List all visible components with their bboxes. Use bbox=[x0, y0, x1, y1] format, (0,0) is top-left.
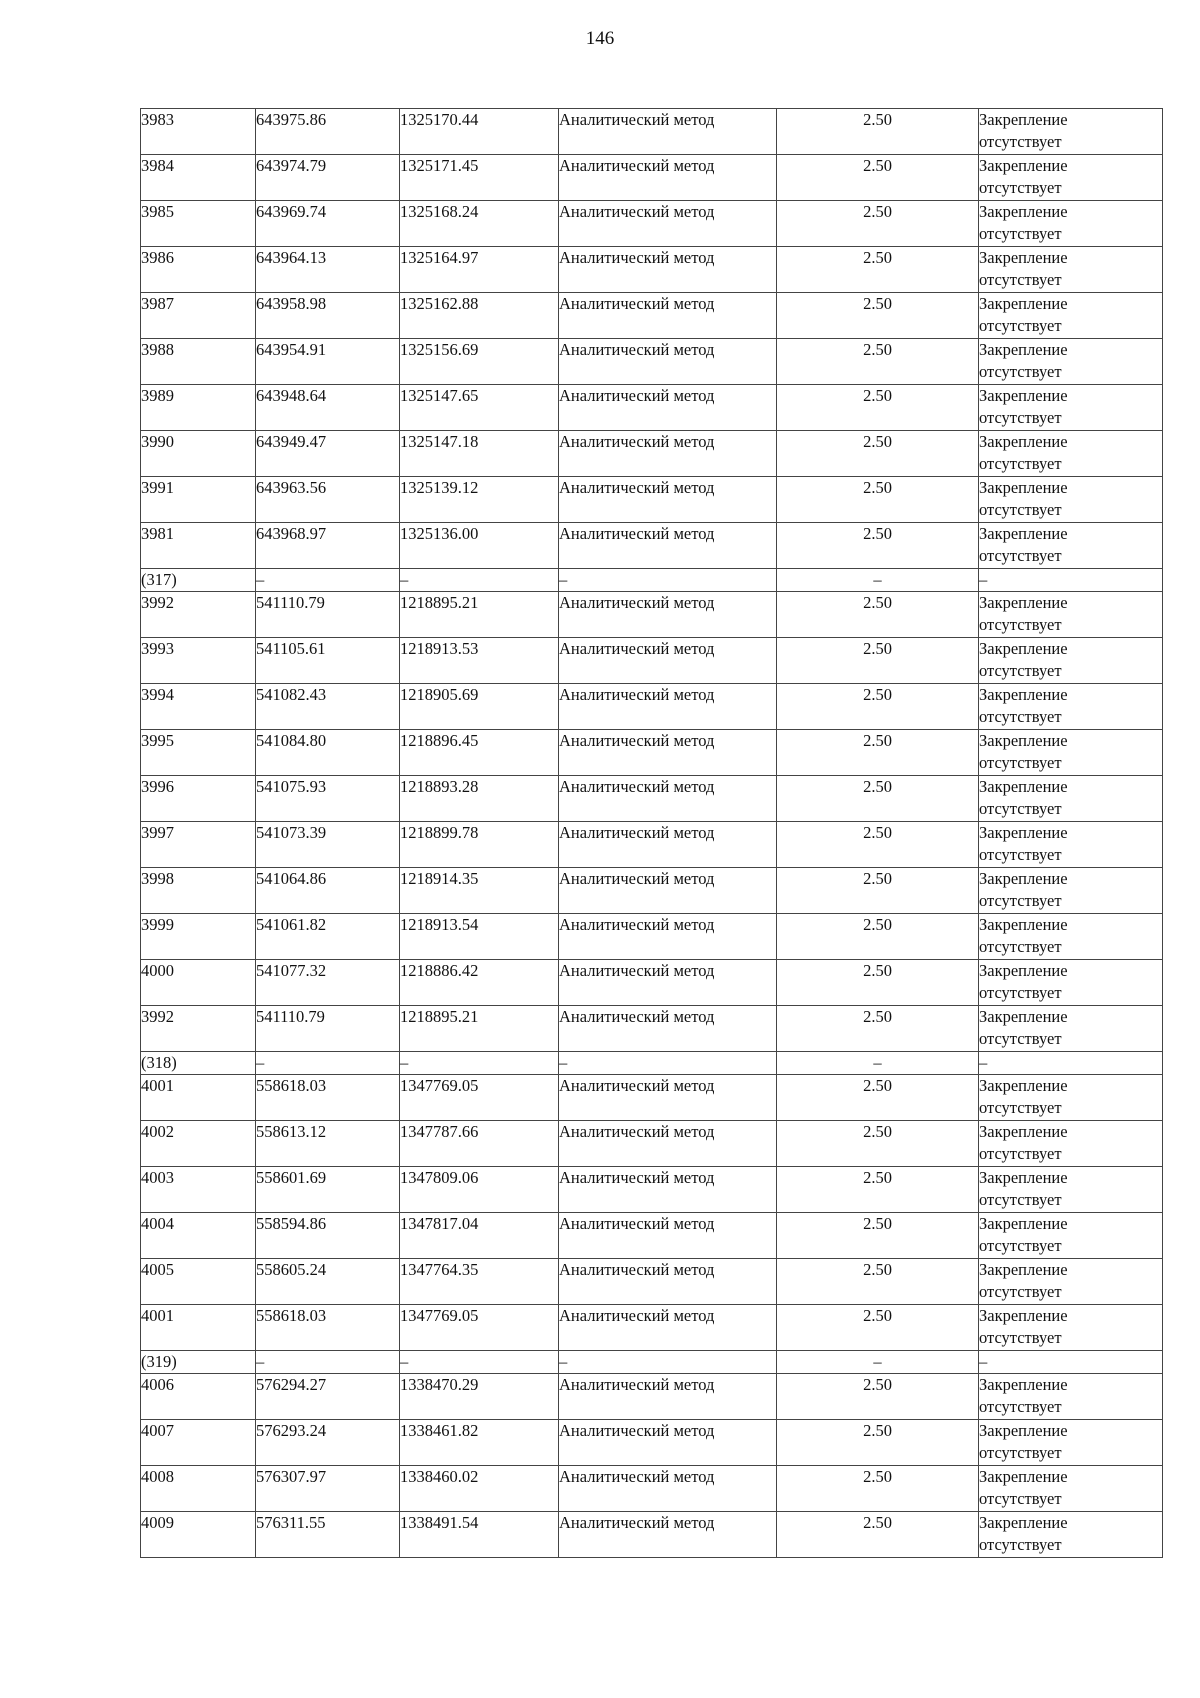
table-row bbox=[141, 293, 1163, 339]
accuracy-cell: 2.50 bbox=[777, 592, 979, 638]
accuracy-cell: 2.50 bbox=[777, 960, 979, 1006]
coordinate-x-cell: 643964.13 bbox=[256, 247, 400, 293]
fixing-text: отсутствует bbox=[979, 707, 1062, 726]
point-number-cell: 3985 bbox=[141, 201, 256, 247]
fixing-text: отсутствует bbox=[979, 845, 1062, 864]
coordinate-y-cell: 1218913.54 bbox=[400, 914, 559, 960]
fixing-cell bbox=[979, 385, 1163, 431]
coordinate-y-cell: 1325139.12 bbox=[400, 477, 559, 523]
coordinate-x-cell: 643968.97 bbox=[256, 523, 400, 569]
fixing-text: Закрепление bbox=[979, 478, 1068, 497]
coordinate-x-cell: 576307.97 bbox=[256, 1466, 400, 1512]
fixing-text: Закрепление bbox=[979, 685, 1068, 704]
coordinate-x-cell: – bbox=[256, 1052, 400, 1075]
fixing-cell bbox=[979, 1259, 1163, 1305]
point-number-cell: 4005 bbox=[141, 1259, 256, 1305]
fixing-text: Закрепление bbox=[979, 1421, 1068, 1440]
fixing-text: отсутствует bbox=[979, 661, 1062, 680]
coordinate-y-cell: – bbox=[400, 569, 559, 592]
coordinate-x-cell: 576294.27 bbox=[256, 1374, 400, 1420]
fixing-text: отсутствует bbox=[979, 1029, 1062, 1048]
fixing-text: отсутствует bbox=[979, 132, 1062, 151]
coordinate-y-cell: 1325147.65 bbox=[400, 385, 559, 431]
fixing-cell bbox=[979, 776, 1163, 822]
accuracy-cell: 2.50 bbox=[777, 1466, 979, 1512]
method-cell: Аналитический метод bbox=[559, 293, 777, 339]
point-number-cell: 4002 bbox=[141, 1121, 256, 1167]
contour-separator-row bbox=[141, 1052, 1163, 1075]
coordinate-x-cell: 576293.24 bbox=[256, 1420, 400, 1466]
coordinate-x-cell: 541061.82 bbox=[256, 914, 400, 960]
fixing-cell bbox=[979, 523, 1163, 569]
coordinate-y-cell: 1325164.97 bbox=[400, 247, 559, 293]
point-number-cell: 3998 bbox=[141, 868, 256, 914]
fixing-text: отсутствует bbox=[979, 891, 1062, 910]
accuracy-cell: 2.50 bbox=[777, 339, 979, 385]
coordinate-y-cell: 1338470.29 bbox=[400, 1374, 559, 1420]
accuracy-cell: 2.50 bbox=[777, 1075, 979, 1121]
point-number-cell: 4007 bbox=[141, 1420, 256, 1466]
fixing-cell bbox=[979, 730, 1163, 776]
fixing-cell bbox=[979, 431, 1163, 477]
fixing-text: отсутствует bbox=[979, 1397, 1062, 1416]
coordinate-x-cell: 576311.55 bbox=[256, 1512, 400, 1558]
fixing-text: отсутствует bbox=[979, 615, 1062, 634]
method-cell: Аналитический метод bbox=[559, 385, 777, 431]
coordinate-y-cell: 1218899.78 bbox=[400, 822, 559, 868]
coordinate-y-cell: 1325162.88 bbox=[400, 293, 559, 339]
coordinate-y-cell: 1347809.06 bbox=[400, 1167, 559, 1213]
fixing-text: отсутствует bbox=[979, 224, 1062, 243]
fixing-cell bbox=[979, 1006, 1163, 1052]
fixing-text: отсутствует bbox=[979, 1443, 1062, 1462]
coordinate-y-cell: 1325168.24 bbox=[400, 201, 559, 247]
fixing-text: Закрепление bbox=[979, 731, 1068, 750]
fixing-text: Закрепление bbox=[979, 110, 1068, 129]
coordinate-y-cell: 1338491.54 bbox=[400, 1512, 559, 1558]
point-number-cell: 3990 bbox=[141, 431, 256, 477]
fixing-cell bbox=[979, 914, 1163, 960]
coordinate-x-cell: 541110.79 bbox=[256, 592, 400, 638]
point-number-cell: 4006 bbox=[141, 1374, 256, 1420]
fixing-cell bbox=[979, 155, 1163, 201]
coordinate-x-cell: 541064.86 bbox=[256, 868, 400, 914]
fixing-text: отсутствует bbox=[979, 316, 1062, 335]
fixing-cell bbox=[979, 569, 1163, 592]
fixing-text: отсутствует bbox=[979, 983, 1062, 1002]
fixing-text: Закрепление bbox=[979, 1007, 1068, 1026]
method-cell: Аналитический метод bbox=[559, 776, 777, 822]
method-cell: Аналитический метод bbox=[559, 684, 777, 730]
fixing-cell bbox=[979, 1213, 1163, 1259]
coordinate-y-cell: 1325171.45 bbox=[400, 155, 559, 201]
point-number-cell: 4000 bbox=[141, 960, 256, 1006]
fixing-cell bbox=[979, 1466, 1163, 1512]
fixing-cell bbox=[979, 638, 1163, 684]
point-number-cell: 3992 bbox=[141, 592, 256, 638]
accuracy-cell: 2.50 bbox=[777, 1121, 979, 1167]
method-cell: Аналитический метод bbox=[559, 1167, 777, 1213]
coordinate-x-cell: 541073.39 bbox=[256, 822, 400, 868]
coordinate-x-cell: 643948.64 bbox=[256, 385, 400, 431]
fixing-cell bbox=[979, 684, 1163, 730]
fixing-cell bbox=[979, 592, 1163, 638]
coordinate-x-cell: 558613.12 bbox=[256, 1121, 400, 1167]
coordinate-y-cell: 1325156.69 bbox=[400, 339, 559, 385]
point-number-cell: 3986 bbox=[141, 247, 256, 293]
accuracy-cell: 2.50 bbox=[777, 684, 979, 730]
fixing-text: Закрепление bbox=[979, 248, 1068, 267]
fixing-text: отсутствует bbox=[979, 546, 1062, 565]
fixing-cell bbox=[979, 1075, 1163, 1121]
point-number-cell: 3983 bbox=[141, 109, 256, 155]
coordinate-y-cell: – bbox=[400, 1351, 559, 1374]
accuracy-cell: 2.50 bbox=[777, 431, 979, 477]
fixing-text: Закрепление bbox=[979, 1214, 1068, 1233]
coordinate-x-cell: 541110.79 bbox=[256, 1006, 400, 1052]
accuracy-cell: 2.50 bbox=[777, 1512, 979, 1558]
fixing-text: отсутствует bbox=[979, 1144, 1062, 1163]
method-cell: – bbox=[559, 1052, 777, 1075]
point-number-cell: 4001 bbox=[141, 1305, 256, 1351]
fixing-cell bbox=[979, 477, 1163, 523]
table-row bbox=[141, 1121, 1163, 1167]
fixing-text: Закрепление bbox=[979, 386, 1068, 405]
fixing-text: Закрепление bbox=[979, 1076, 1068, 1095]
accuracy-cell: 2.50 bbox=[777, 247, 979, 293]
method-cell: Аналитический метод bbox=[559, 868, 777, 914]
method-cell: Аналитический метод bbox=[559, 201, 777, 247]
method-cell: Аналитический метод bbox=[559, 1121, 777, 1167]
coordinate-x-cell: 541082.43 bbox=[256, 684, 400, 730]
coordinate-x-cell: 541105.61 bbox=[256, 638, 400, 684]
fixing-text: отсутствует bbox=[979, 500, 1062, 519]
accuracy-cell: 2.50 bbox=[777, 109, 979, 155]
table-row bbox=[141, 1374, 1163, 1420]
fixing-text: Закрепление bbox=[979, 1467, 1068, 1486]
fixing-cell bbox=[979, 1420, 1163, 1466]
coordinate-y-cell: 1347769.05 bbox=[400, 1305, 559, 1351]
fixing-text: Закрепление bbox=[979, 1260, 1068, 1279]
coordinate-y-cell: 1218914.35 bbox=[400, 868, 559, 914]
accuracy-cell: 2.50 bbox=[777, 201, 979, 247]
fixing-text: Закрепление bbox=[979, 823, 1068, 842]
method-cell: Аналитический метод bbox=[559, 822, 777, 868]
coordinate-y-cell: 1347769.05 bbox=[400, 1075, 559, 1121]
table-row bbox=[141, 385, 1163, 431]
fixing-cell bbox=[979, 1351, 1163, 1374]
accuracy-cell: 2.50 bbox=[777, 1259, 979, 1305]
coordinate-x-cell: – bbox=[256, 569, 400, 592]
coordinate-x-cell: 643949.47 bbox=[256, 431, 400, 477]
table-row bbox=[141, 914, 1163, 960]
method-cell: Аналитический метод bbox=[559, 477, 777, 523]
fixing-text: Закрепление bbox=[979, 1375, 1068, 1394]
coordinate-x-cell: 558605.24 bbox=[256, 1259, 400, 1305]
coordinate-y-cell: 1218886.42 bbox=[400, 960, 559, 1006]
table-row bbox=[141, 1259, 1163, 1305]
fixing-text: Закрепление bbox=[979, 1306, 1068, 1325]
accuracy-cell: 2.50 bbox=[777, 776, 979, 822]
coordinate-y-cell: 1218893.28 bbox=[400, 776, 559, 822]
coordinate-y-cell: 1218913.53 bbox=[400, 638, 559, 684]
fixing-text: Закрепление bbox=[979, 593, 1068, 612]
coordinates-table bbox=[140, 108, 1163, 1558]
point-number-cell: 3987 bbox=[141, 293, 256, 339]
point-number-cell: 3984 bbox=[141, 155, 256, 201]
accuracy-cell: 2.50 bbox=[777, 523, 979, 569]
accuracy-cell: 2.50 bbox=[777, 155, 979, 201]
coordinates-table-body bbox=[141, 109, 1163, 1558]
method-cell: Аналитический метод bbox=[559, 1420, 777, 1466]
fixing-text: Закрепление bbox=[979, 202, 1068, 221]
method-cell: Аналитический метод bbox=[559, 1213, 777, 1259]
point-number-cell: 3989 bbox=[141, 385, 256, 431]
fixing-cell bbox=[979, 109, 1163, 155]
coordinate-y-cell: 1338460.02 bbox=[400, 1466, 559, 1512]
coordinate-x-cell: 643969.74 bbox=[256, 201, 400, 247]
method-cell: – bbox=[559, 1351, 777, 1374]
coordinate-y-cell: 1325136.00 bbox=[400, 523, 559, 569]
method-cell: Аналитический метод bbox=[559, 1466, 777, 1512]
coordinate-x-cell: 643958.98 bbox=[256, 293, 400, 339]
point-number-cell: 3981 bbox=[141, 523, 256, 569]
fixing-text: Закрепление bbox=[979, 1122, 1068, 1141]
table-row bbox=[141, 523, 1163, 569]
coordinate-x-cell: 558618.03 bbox=[256, 1305, 400, 1351]
fixing-text: отсутствует bbox=[979, 1098, 1062, 1117]
fixing-text: – bbox=[979, 1352, 988, 1371]
coordinate-y-cell: 1325147.18 bbox=[400, 431, 559, 477]
page-number: 146 bbox=[585, 28, 615, 49]
table-row bbox=[141, 1075, 1163, 1121]
coordinate-x-cell: 643954.91 bbox=[256, 339, 400, 385]
table-row bbox=[141, 868, 1163, 914]
method-cell: Аналитический метод bbox=[559, 914, 777, 960]
method-cell: – bbox=[559, 569, 777, 592]
table-row bbox=[141, 592, 1163, 638]
accuracy-cell: 2.50 bbox=[777, 385, 979, 431]
method-cell: Аналитический метод bbox=[559, 638, 777, 684]
fixing-text: Закрепление bbox=[979, 524, 1068, 543]
table-row bbox=[141, 1006, 1163, 1052]
fixing-cell bbox=[979, 822, 1163, 868]
accuracy-cell: 2.50 bbox=[777, 477, 979, 523]
point-number-cell: 4003 bbox=[141, 1167, 256, 1213]
fixing-cell bbox=[979, 201, 1163, 247]
fixing-cell bbox=[979, 868, 1163, 914]
coordinate-y-cell: – bbox=[400, 1052, 559, 1075]
fixing-text: Закрепление bbox=[979, 869, 1068, 888]
table-row bbox=[141, 638, 1163, 684]
coordinate-x-cell: 558618.03 bbox=[256, 1075, 400, 1121]
accuracy-cell: 2.50 bbox=[777, 868, 979, 914]
fixing-text: отсутствует bbox=[979, 1535, 1062, 1554]
accuracy-cell: – bbox=[777, 1052, 979, 1075]
fixing-cell bbox=[979, 1167, 1163, 1213]
fixing-text: отсутствует bbox=[979, 1328, 1062, 1347]
fixing-text: Закрепление bbox=[979, 294, 1068, 313]
fixing-text: Закрепление bbox=[979, 1168, 1068, 1187]
method-cell: Аналитический метод bbox=[559, 1006, 777, 1052]
coordinate-x-cell: 558601.69 bbox=[256, 1167, 400, 1213]
coordinate-y-cell: 1218895.21 bbox=[400, 1006, 559, 1052]
fixing-text: отсутствует bbox=[979, 408, 1062, 427]
fixing-text: Закрепление bbox=[979, 1513, 1068, 1532]
fixing-text: отсутствует bbox=[979, 362, 1062, 381]
fixing-text: отсутствует bbox=[979, 1236, 1062, 1255]
fixing-text: отсутствует bbox=[979, 1489, 1062, 1508]
table-row bbox=[141, 155, 1163, 201]
contour-separator-row bbox=[141, 1351, 1163, 1374]
fixing-cell bbox=[979, 1512, 1163, 1558]
point-number-cell: 3994 bbox=[141, 684, 256, 730]
method-cell: Аналитический метод bbox=[559, 1512, 777, 1558]
fixing-text: отсутствует bbox=[979, 753, 1062, 772]
accuracy-cell: 2.50 bbox=[777, 1167, 979, 1213]
coordinate-y-cell: 1347787.66 bbox=[400, 1121, 559, 1167]
coordinate-x-cell: – bbox=[256, 1351, 400, 1374]
method-cell: Аналитический метод bbox=[559, 1374, 777, 1420]
fixing-text: отсутствует bbox=[979, 270, 1062, 289]
coordinate-x-cell: 558594.86 bbox=[256, 1213, 400, 1259]
fixing-cell bbox=[979, 1121, 1163, 1167]
fixing-text: отсутствует bbox=[979, 799, 1062, 818]
table-row bbox=[141, 109, 1163, 155]
point-number-cell: (319) bbox=[141, 1351, 256, 1374]
method-cell: Аналитический метод bbox=[559, 1075, 777, 1121]
table-row bbox=[141, 431, 1163, 477]
accuracy-cell: 2.50 bbox=[777, 293, 979, 339]
method-cell: Аналитический метод bbox=[559, 247, 777, 293]
table-row bbox=[141, 1466, 1163, 1512]
table-row bbox=[141, 776, 1163, 822]
table-row bbox=[141, 1167, 1163, 1213]
table-row bbox=[141, 730, 1163, 776]
fixing-text: Закрепление bbox=[979, 961, 1068, 980]
method-cell: Аналитический метод bbox=[559, 155, 777, 201]
coordinate-y-cell: 1347764.35 bbox=[400, 1259, 559, 1305]
method-cell: Аналитический метод bbox=[559, 960, 777, 1006]
fixing-text: Закрепление bbox=[979, 156, 1068, 175]
coordinate-x-cell: 541077.32 bbox=[256, 960, 400, 1006]
accuracy-cell: 2.50 bbox=[777, 1420, 979, 1466]
fixing-cell bbox=[979, 1374, 1163, 1420]
point-number-cell: 3992 bbox=[141, 1006, 256, 1052]
table-row bbox=[141, 960, 1163, 1006]
fixing-text: отсутствует bbox=[979, 454, 1062, 473]
table-row bbox=[141, 339, 1163, 385]
fixing-cell bbox=[979, 960, 1163, 1006]
table-row bbox=[141, 247, 1163, 293]
fixing-text: Закрепление bbox=[979, 639, 1068, 658]
point-number-cell: 4001 bbox=[141, 1075, 256, 1121]
accuracy-cell: – bbox=[777, 1351, 979, 1374]
table-row bbox=[141, 1305, 1163, 1351]
point-number-cell: 3995 bbox=[141, 730, 256, 776]
method-cell: Аналитический метод bbox=[559, 339, 777, 385]
accuracy-cell: – bbox=[777, 569, 979, 592]
point-number-cell: 3996 bbox=[141, 776, 256, 822]
fixing-text: отсутствует bbox=[979, 1190, 1062, 1209]
accuracy-cell: 2.50 bbox=[777, 1305, 979, 1351]
point-number-cell: 4004 bbox=[141, 1213, 256, 1259]
fixing-text: отсутствует bbox=[979, 1282, 1062, 1301]
fixing-text: Закрепление bbox=[979, 432, 1068, 451]
coordinate-y-cell: 1338461.82 bbox=[400, 1420, 559, 1466]
table-row bbox=[141, 822, 1163, 868]
coordinate-y-cell: 1218905.69 bbox=[400, 684, 559, 730]
coordinate-y-cell: 1218895.21 bbox=[400, 592, 559, 638]
fixing-text: Закрепление bbox=[979, 340, 1068, 359]
point-number-cell: 3991 bbox=[141, 477, 256, 523]
point-number-cell: 4009 bbox=[141, 1512, 256, 1558]
coordinate-x-cell: 541075.93 bbox=[256, 776, 400, 822]
accuracy-cell: 2.50 bbox=[777, 822, 979, 868]
point-number-cell: 3993 bbox=[141, 638, 256, 684]
fixing-text: Закрепление bbox=[979, 915, 1068, 934]
point-number-cell: 4008 bbox=[141, 1466, 256, 1512]
coordinate-x-cell: 643963.56 bbox=[256, 477, 400, 523]
method-cell: Аналитический метод bbox=[559, 109, 777, 155]
coordinate-x-cell: 643975.86 bbox=[256, 109, 400, 155]
coordinate-y-cell: 1325170.44 bbox=[400, 109, 559, 155]
accuracy-cell: 2.50 bbox=[777, 1374, 979, 1420]
table-row bbox=[141, 1512, 1163, 1558]
coordinate-y-cell: 1218896.45 bbox=[400, 730, 559, 776]
fixing-text: – bbox=[979, 570, 988, 589]
accuracy-cell: 2.50 bbox=[777, 1213, 979, 1259]
method-cell: Аналитический метод bbox=[559, 730, 777, 776]
fixing-cell bbox=[979, 293, 1163, 339]
accuracy-cell: 2.50 bbox=[777, 730, 979, 776]
coordinate-y-cell: 1347817.04 bbox=[400, 1213, 559, 1259]
method-cell: Аналитический метод bbox=[559, 1305, 777, 1351]
method-cell: Аналитический метод bbox=[559, 592, 777, 638]
accuracy-cell: 2.50 bbox=[777, 638, 979, 684]
fixing-cell bbox=[979, 1052, 1163, 1075]
point-number-cell: 3997 bbox=[141, 822, 256, 868]
table-row bbox=[141, 201, 1163, 247]
table-row bbox=[141, 477, 1163, 523]
table-row bbox=[141, 1420, 1163, 1466]
table-row bbox=[141, 1213, 1163, 1259]
point-number-cell: 3999 bbox=[141, 914, 256, 960]
fixing-cell bbox=[979, 247, 1163, 293]
fixing-text: отсутствует bbox=[979, 937, 1062, 956]
coordinate-x-cell: 643974.79 bbox=[256, 155, 400, 201]
coordinate-x-cell: 541084.80 bbox=[256, 730, 400, 776]
fixing-cell bbox=[979, 339, 1163, 385]
table-row bbox=[141, 684, 1163, 730]
point-number-cell: 3988 bbox=[141, 339, 256, 385]
accuracy-cell: 2.50 bbox=[777, 914, 979, 960]
method-cell: Аналитический метод bbox=[559, 431, 777, 477]
fixing-text: – bbox=[979, 1053, 988, 1072]
point-number-cell: (317) bbox=[141, 569, 256, 592]
contour-separator-row bbox=[141, 569, 1163, 592]
fixing-text: отсутствует bbox=[979, 178, 1062, 197]
method-cell: Аналитический метод bbox=[559, 1259, 777, 1305]
fixing-cell bbox=[979, 1305, 1163, 1351]
method-cell: Аналитический метод bbox=[559, 523, 777, 569]
point-number-cell: (318) bbox=[141, 1052, 256, 1075]
accuracy-cell: 2.50 bbox=[777, 1006, 979, 1052]
fixing-text: Закрепление bbox=[979, 777, 1068, 796]
